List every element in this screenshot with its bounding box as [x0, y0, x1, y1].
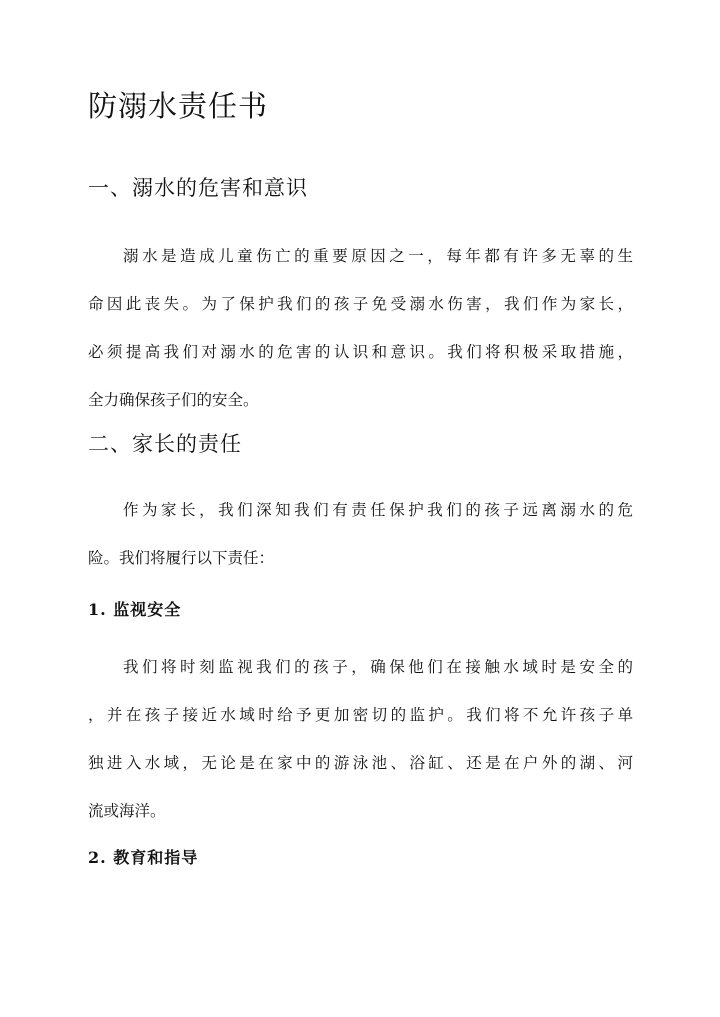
paragraph-line: 我们将时刻监视我们的孩子，确保他们在接触水域时是安全的 — [123, 658, 633, 676]
section-1-heading: 一、溺水的危害和意识 — [88, 176, 308, 200]
section-1-paragraph — [88, 232, 633, 424]
paragraph-line: 独进入水域，无论是在家中的游泳池、浴缸、还是在户外的湖、河 — [88, 754, 633, 772]
paragraph-line: 险。我们将履行以下责任： — [88, 549, 275, 567]
paragraph-line: 必须提高我们对溺水的危害的认识和意识。我们将积极采取措施， — [88, 343, 633, 361]
paragraph-line: 作为家长，我们深知我们有责任保护我们的孩子远离溺水的危 — [123, 501, 633, 519]
section-2-heading: 二、家长的责任 — [88, 432, 242, 456]
subsection-1-heading: 1. 监视安全 — [88, 600, 182, 619]
paragraph-line: 流或海洋。 — [88, 802, 166, 820]
subsection-2-heading: 2. 教育和指导 — [88, 848, 199, 867]
paragraph-line: 溺水是造成儿童伤亡的重要原因之一，每年都有许多无辜的生 — [123, 247, 633, 265]
section-2-paragraph — [88, 486, 633, 582]
document-title: 防溺水责任书 — [88, 89, 269, 123]
paragraph-line: 命因此丧失。为了保护我们的孩子免受溺水伤害，我们作为家长， — [88, 295, 633, 313]
paragraph-line: 全力确保孩子们的安全。 — [88, 391, 259, 409]
subsection-1-paragraph — [88, 643, 633, 835]
paragraph-line: ，并在孩子接近水域时给予更加密切的监护。我们将不允许孩子单 — [88, 706, 633, 724]
